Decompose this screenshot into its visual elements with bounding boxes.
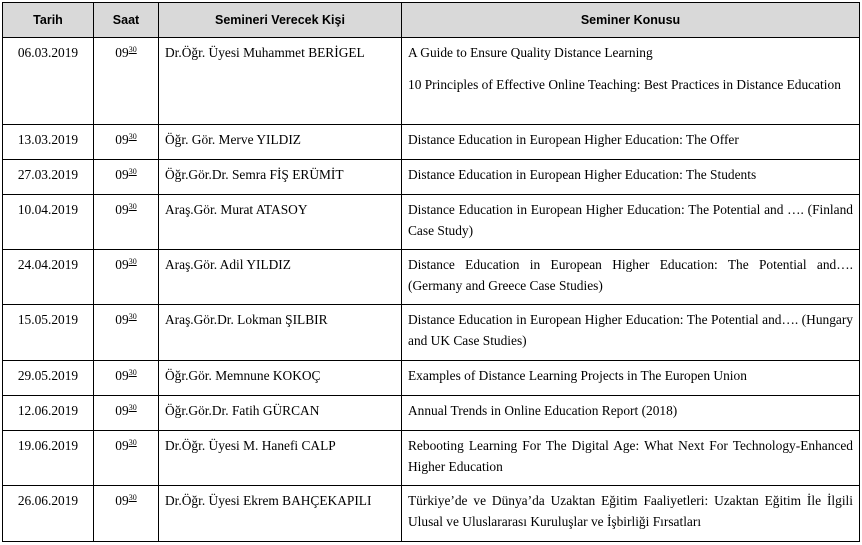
table-row <box>3 360 860 395</box>
time-cell <box>94 430 159 485</box>
time-minute: 30 <box>128 45 137 54</box>
time-cell <box>94 160 159 195</box>
topic-text: Distance Education in European Higher Education: The Offer <box>408 132 739 148</box>
topic-cell <box>402 305 860 360</box>
speaker-cell: Öğr. Gör. Merve YILDIZ <box>159 125 402 160</box>
time-minute: 30 <box>128 167 137 177</box>
time-cell <box>94 250 159 305</box>
time-hour: 09 <box>115 492 129 508</box>
topic-text: Distance Education in European Higher Education: The Potential and …. (Finland Case Study) <box>408 202 853 239</box>
topic-text: Türkiye’de ve Dünya’da Uzaktan Eğitim Faaliyetleri: Uzaktan Eğitim İle İlgili Ulusal ve Uluslararası Kuruluşlar ve İşbirliği Fırsatları <box>408 492 853 529</box>
header-topic: Seminer Konusu <box>402 3 860 38</box>
date-cell: 29.05.2019 <box>3 360 94 395</box>
table-body <box>3 38 860 542</box>
time-minute: 30 <box>128 402 137 412</box>
topic-cell <box>402 485 860 541</box>
header-row <box>3 3 860 38</box>
table-row <box>3 125 860 160</box>
time-cell <box>94 485 159 541</box>
time-minute: 30 <box>128 367 137 377</box>
date-cell: 13.03.2019 <box>3 125 94 160</box>
topic-text: A Guide to Ensure Quality Distance Learning <box>408 45 653 60</box>
date-cell: 15.05.2019 <box>3 305 94 360</box>
time-minute: 30 <box>128 312 137 322</box>
time-hour: 09 <box>115 202 129 218</box>
time-hour: 09 <box>115 45 129 60</box>
table-row <box>3 38 860 125</box>
time-hour: 09 <box>115 312 129 328</box>
time-minute: 30 <box>128 437 137 447</box>
header-speaker: Semineri Verecek Kişi <box>159 3 402 38</box>
date-cell: 10.04.2019 <box>3 195 94 250</box>
topic-cell <box>402 125 860 160</box>
time-minute: 30 <box>128 132 137 142</box>
table-row <box>3 430 860 485</box>
topic-cell <box>402 195 860 250</box>
date-cell: 06.03.2019 <box>3 38 94 125</box>
topic-text: 10 Principles of Effective Online Teaching: Best Practices in Distance Education <box>408 77 841 92</box>
topic-text: Distance Education in European Higher Education: The Students <box>408 167 757 183</box>
speaker-cell: Öğr.Gör.Dr. Fatih GÜRCAN <box>159 395 402 430</box>
topic-text: Annual Trends in Online Education Report (2018) <box>408 402 678 418</box>
date-cell: 26.06.2019 <box>3 485 94 541</box>
time-cell <box>94 38 159 125</box>
speaker-cell: Araş.Gör.Dr. Lokman ŞILBIR <box>159 305 402 360</box>
table-row <box>3 485 860 541</box>
topic-text: Distance Education in European Higher Education: The Potential and…. (Germany and Greece Case Studies) <box>408 257 853 294</box>
table-row <box>3 305 860 360</box>
seminar-schedule-table <box>2 2 860 542</box>
date-cell: 27.03.2019 <box>3 160 94 195</box>
topic-text: Distance Education in European Higher Education: The Potential and…. (Hungary and UK Case Studies) <box>408 312 853 349</box>
table-row <box>3 395 860 430</box>
time-minute: 30 <box>128 492 137 502</box>
topic-cell <box>402 430 860 485</box>
time-hour: 09 <box>115 437 129 453</box>
header-date: Tarih <box>3 3 94 38</box>
time-cell <box>94 360 159 395</box>
speaker-cell: Dr.Öğr. Üyesi Muhammet BERİGEL <box>159 38 402 125</box>
speaker-cell: Dr.Öğr. Üyesi M. Hanefi CALP <box>159 430 402 485</box>
topic-cell <box>402 395 860 430</box>
time-minute: 30 <box>128 202 137 212</box>
header-time: Saat <box>94 3 159 38</box>
speaker-cell: Öğr.Gör.Dr. Semra FİŞ ERÜMİT <box>159 160 402 195</box>
time-cell <box>94 305 159 360</box>
time-cell <box>94 125 159 160</box>
time-hour: 09 <box>115 167 129 183</box>
date-cell: 12.06.2019 <box>3 395 94 430</box>
date-cell: 24.04.2019 <box>3 250 94 305</box>
topic-cell <box>402 38 860 125</box>
time-cell <box>94 395 159 430</box>
table-row <box>3 195 860 250</box>
speaker-cell: Dr.Öğr. Üyesi Ekrem BAHÇEKAPILI <box>159 485 402 541</box>
time-minute: 30 <box>128 257 137 267</box>
date-cell: 19.06.2019 <box>3 430 94 485</box>
topic-cell <box>402 360 860 395</box>
time-hour: 09 <box>115 367 129 383</box>
topic-cell <box>402 250 860 305</box>
speaker-cell: Öğr.Gör. Memnune KOKOÇ <box>159 360 402 395</box>
speaker-cell: Araş.Gör. Murat ATASOY <box>159 195 402 250</box>
speaker-cell: Araş.Gör. Adil YILDIZ <box>159 250 402 305</box>
topic-cell <box>402 160 860 195</box>
topic-text: Examples of Distance Learning Projects in The Europen Union <box>408 367 747 383</box>
table-row <box>3 160 860 195</box>
topic-text: Rebooting Learning For The Digital Age: What Next For Technology-Enhanced Higher Education <box>408 437 853 474</box>
time-cell <box>94 195 159 250</box>
time-hour: 09 <box>115 132 129 148</box>
time-hour: 09 <box>115 402 129 418</box>
table-row <box>3 250 860 305</box>
time-hour: 09 <box>115 257 129 273</box>
